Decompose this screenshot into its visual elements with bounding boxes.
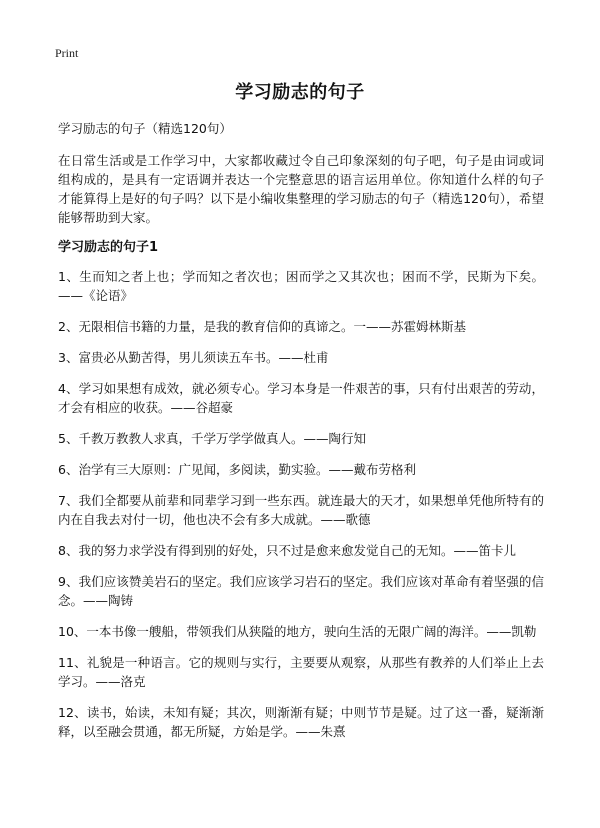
- quote-item: 8、我的努力求学没有得到别的好处，只不过是愈来愈发觉自己的无知。——笛卡儿: [58, 543, 516, 558]
- quote-item: 10、一本书像一艘船，带领我们从狭隘的地方，驶向生活的无限广阔的海洋。——凯勒: [58, 624, 537, 639]
- section-heading: 学习励志的句子1: [58, 240, 159, 255]
- quote-item: 2、无限相信书籍的力量，是我的教育信仰的真谛之。一——苏霍姆林斯基: [58, 319, 466, 334]
- quote-item: 6、治学有三大原则：广见闻，多阅读，勤实验。——戴布劳格利: [58, 462, 416, 477]
- intro-paragraph: 在日常生活或是工作学习中，大家都收藏过令自己印象深刻的句子吧，句子是由词或词组构成的，是具有一定语调并表达一个完整意思的语言运用单位。你知道什么样的句子才能算得上是好的句子吗？以下是小编收集整理的学习励志的句子（精选120句），希望能够帮助到大家。: [58, 153, 544, 225]
- quote-item: 5、千教万教教人求真，千学万学学做真人。——陶行知: [58, 431, 366, 446]
- quote-item: 9、我们应该赞美岩石的坚定。我们应该学习岩石的坚定。我们应该对革命有着坚强的信念。——陶铸: [58, 574, 544, 608]
- quote-item: 3、富贵必从勤苦得，男儿须读五车书。——杜甫: [58, 350, 329, 365]
- quote-item: 12、读书，始读，未知有疑；其次，则渐渐有疑；中则节节是疑。过了这一番，疑渐渐释，以至融会贯通，都无所疑，方始是学。——朱熹: [58, 705, 544, 739]
- quote-item: 7、我们全都要从前辈和同辈学习到一些东西。就连最大的天才，如果想单凭他所特有的内在自我去对付一切，他也决不会有多大成就。——歌德: [58, 493, 544, 527]
- quote-item: 11、礼貌是一种语言。它的规则与实行，主要要从观察，从那些有教养的人们举止上去学习。——洛克: [58, 655, 544, 689]
- document-body: [58, 120, 544, 753]
- quote-item: 4、学习如果想有成效，就必须专心。学习本身是一件艰苦的事，只有付出艰苦的劳动，才会有相应的收获。——谷超豪: [58, 381, 544, 415]
- quote-item: 1、生而知之者上也；学而知之者次也；困而学之又其次也；困而不学，民斯为下矣。——《论语》: [58, 269, 544, 303]
- print-label: Print: [55, 46, 79, 60]
- page-title: 学习励志的句子: [235, 82, 365, 103]
- document-subtitle: 学习励志的句子（精选120句）: [58, 121, 232, 136]
